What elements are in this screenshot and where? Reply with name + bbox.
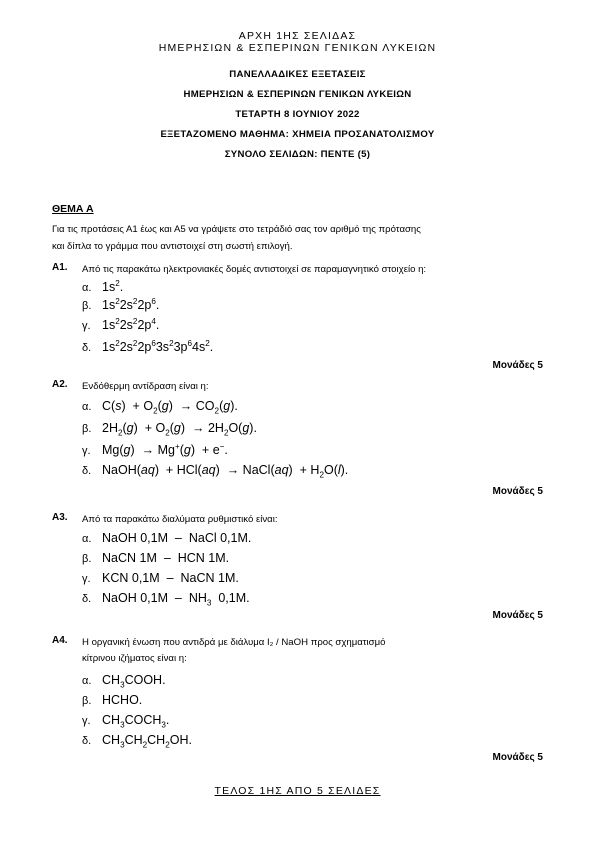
question-a4-option-a: α. $CH_3COOH$.	[82, 673, 166, 690]
instructions-line-1: Για τις προτάσεις Α1 έως και Α5 να γράψετε στο τετράδιό σας τον αριθμό της πρότασης	[52, 224, 421, 235]
question-a4-text-line-1: Η οργανική ένωση που αντιδρά με διάλυμα I₂ / NaOH προς σχηματισμό	[82, 637, 386, 648]
question-a3-label: Α3.	[52, 512, 68, 523]
question-a1-text: Από τις παρακάτω ηλεκτρονιακές δομές αντιστοιχεί σε παραμαγνητικό στοιχείο η:	[82, 264, 427, 275]
question-a2-option-b: β. $2H_2(g) + O_2(g) \to 2H_2O(g)$.	[82, 421, 257, 438]
question-a2-text: Ενδόθερμη αντίδραση είναι η:	[82, 381, 209, 392]
instructions-line-2: και δίπλα το γράμμα που αντιστοιχεί στη σωστή επιλογή.	[52, 241, 293, 252]
title-page-count: ΣΥΝΟΛΟ ΣΕΛΙΔΩΝ: ΠΕΝΤΕ (5)	[224, 149, 371, 160]
title-exams: ΠΑΝΕΛΛΑΔΙΚΕΣ ΕΞΕΤΑΣΕΙΣ	[229, 69, 366, 80]
question-a2-marks: Μονάδες 5	[492, 486, 543, 497]
question-a2-option-c: γ. Mg(g) → Mg+(g) + e−.	[82, 441, 228, 457]
question-a1-label: Α1.	[52, 262, 68, 273]
question-a1-option-d: δ. $1s^22s^22p^63s^23p^64s^2$.	[82, 338, 214, 354]
question-a1-option-a: α. $1s^2$.	[82, 278, 124, 294]
question-a1-marks: Μονάδες 5	[492, 360, 543, 371]
instructions	[52, 221, 544, 255]
question-a3-option-b: β. NaCN 1M – HCN 1M.	[82, 551, 230, 565]
question-a3-option-a: α. NaOH 0,1M – NaCl 0,1M.	[82, 531, 252, 545]
page-footer: ΤΕΛΟΣ 1ΗΣ ΑΠΟ 5 ΣΕΛΙΔΕΣ	[214, 785, 381, 797]
question-a1-option-c: γ. $1s^22s^22p^4$.	[82, 316, 160, 332]
question-a4-option-b: β. HCHO.	[82, 693, 143, 707]
question-a4-label: Α4.	[52, 635, 68, 646]
question-a3-text: Από τα παρακάτω διαλύματα ρυθμιστικό είναι:	[82, 514, 278, 525]
question-a4-text-line-2: κίτρινου ιζήματος είναι η:	[82, 653, 187, 664]
title-date: ΤΕΤΑΡΤΗ 8 ΙΟΥΝΙΟΥ 2022	[235, 109, 360, 120]
question-a4-option-c: γ. $CH_3COCH_3$.	[82, 713, 170, 730]
question-a2-option-a: α. $C(s) + O_2(g) \to CO_2(g)$.	[82, 399, 238, 416]
question-a2-option-d: δ. NaOH(aq) + HCl(aq) → NaCl(aq) + $H_2O(l)$.	[82, 463, 349, 480]
title-subject: ΕΞΕΤΑΖΟΜΕΝΟ ΜΑΘΗΜΑ: ΧΗΜΕΙΑ ΠΡΟΣΑΝΑΤΟΛΙΣΜΟΥ	[160, 129, 435, 140]
page-header-start: ΑΡΧΗ 1ΗΣ ΣΕΛΙΔΑΣ	[238, 30, 357, 42]
question-a3-option-d: δ. NaOH $0,1M - NH_3$ 0,1M.	[82, 591, 250, 608]
title-schools: ΗΜΕΡΗΣΙΩΝ & ΕΣΠΕΡΙΝΩΝ ΓΕΝΙΚΩΝ ΛΥΚΕΙΩΝ	[183, 89, 412, 100]
section-title: ΘΕΜΑ Α	[52, 203, 94, 215]
question-a4-text	[82, 635, 544, 667]
question-a4-option-d: δ. $CH_3CH_2CH_2OH$.	[82, 733, 192, 750]
question-a1-option-b: β. $1s^22s^22p^6$.	[82, 296, 160, 312]
question-a2-label: Α2.	[52, 379, 68, 390]
page-header-schools: ΗΜΕΡΗΣΙΩΝ & ΕΣΠΕΡΙΝΩΝ ΓΕΝΙΚΩΝ ΛΥΚΕΙΩΝ	[158, 42, 437, 54]
question-a3-marks: Μονάδες 5	[492, 610, 543, 621]
question-a3-option-c: γ. KCN 0,1M – NaCN 1M.	[82, 571, 239, 585]
question-a4-marks: Μονάδες 5	[492, 752, 543, 763]
